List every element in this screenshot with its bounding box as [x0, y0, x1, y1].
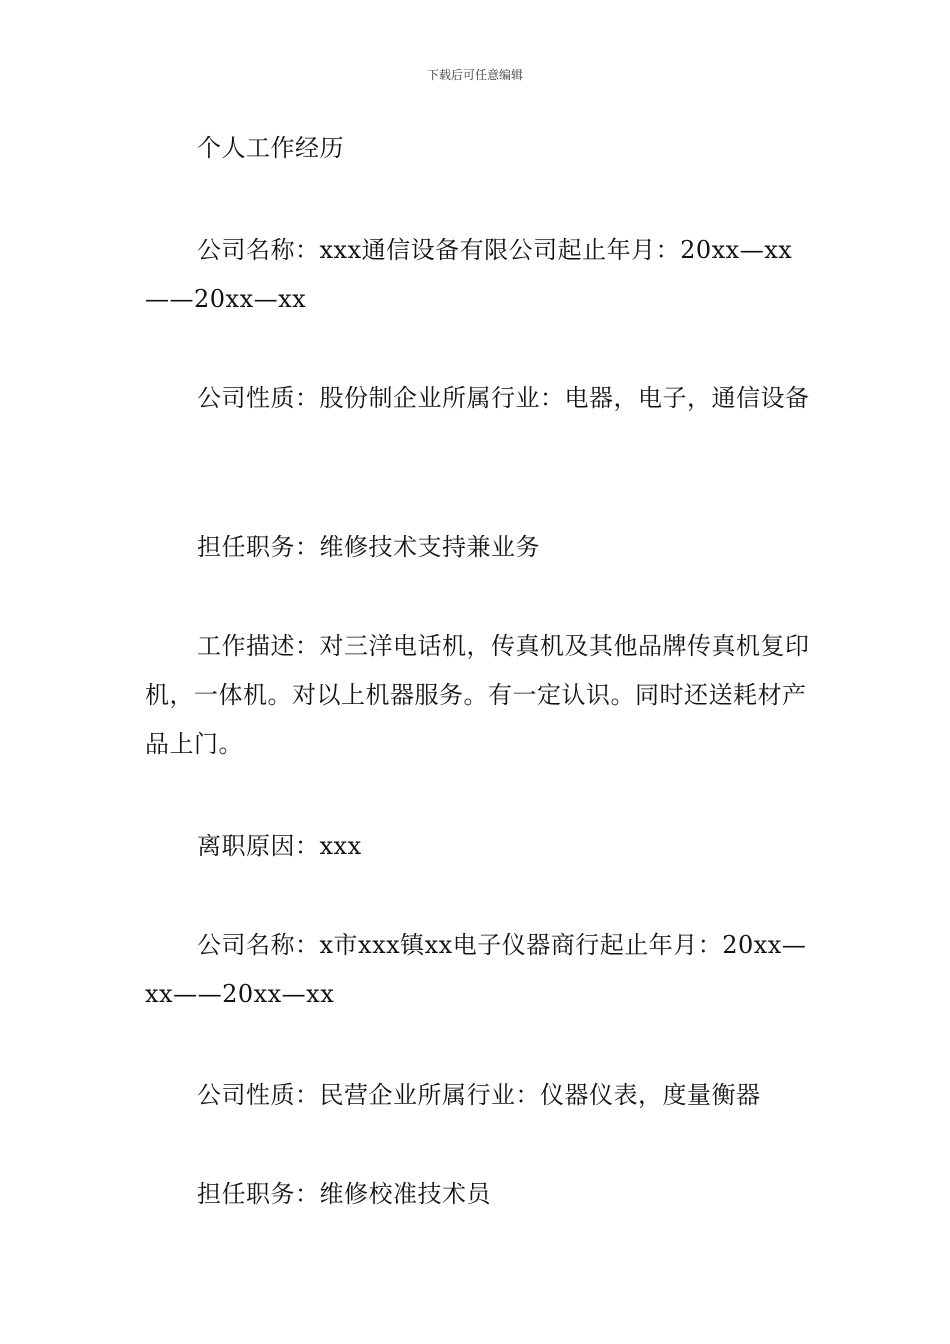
- company-name-1: 公司名称：xxx通信设备有限公司起止年月：20xx—xx——20xx—xx: [145, 236, 793, 313]
- position-2: 担任职务：维修校准技术员: [197, 1180, 491, 1208]
- company-nature-2: 公司性质：民营企业所属行业：仪器仪表，度量衡器: [197, 1081, 761, 1109]
- header-note: 下载后可任意编辑: [426, 68, 523, 82]
- job-description-1: 工作描述：对三洋电话机，传真机及其他品牌传真机复印机，一体机。对以上机器服务。有一定认识。同时还送耗材产品上门。: [145, 632, 810, 758]
- leave-reason-1: 离职原因：xxx: [197, 832, 362, 860]
- position-1: 担任职务：维修技术支持兼业务: [197, 533, 540, 561]
- section-title: 个人工作经历: [197, 134, 344, 162]
- company-nature-1: 公司性质：股份制企业所属行业：电器，电子，通信设备: [197, 384, 810, 412]
- company-name-2: 公司名称：x市xxx镇xx电子仪器商行起止年月：20xx—xx——20xx—xx: [145, 931, 807, 1008]
